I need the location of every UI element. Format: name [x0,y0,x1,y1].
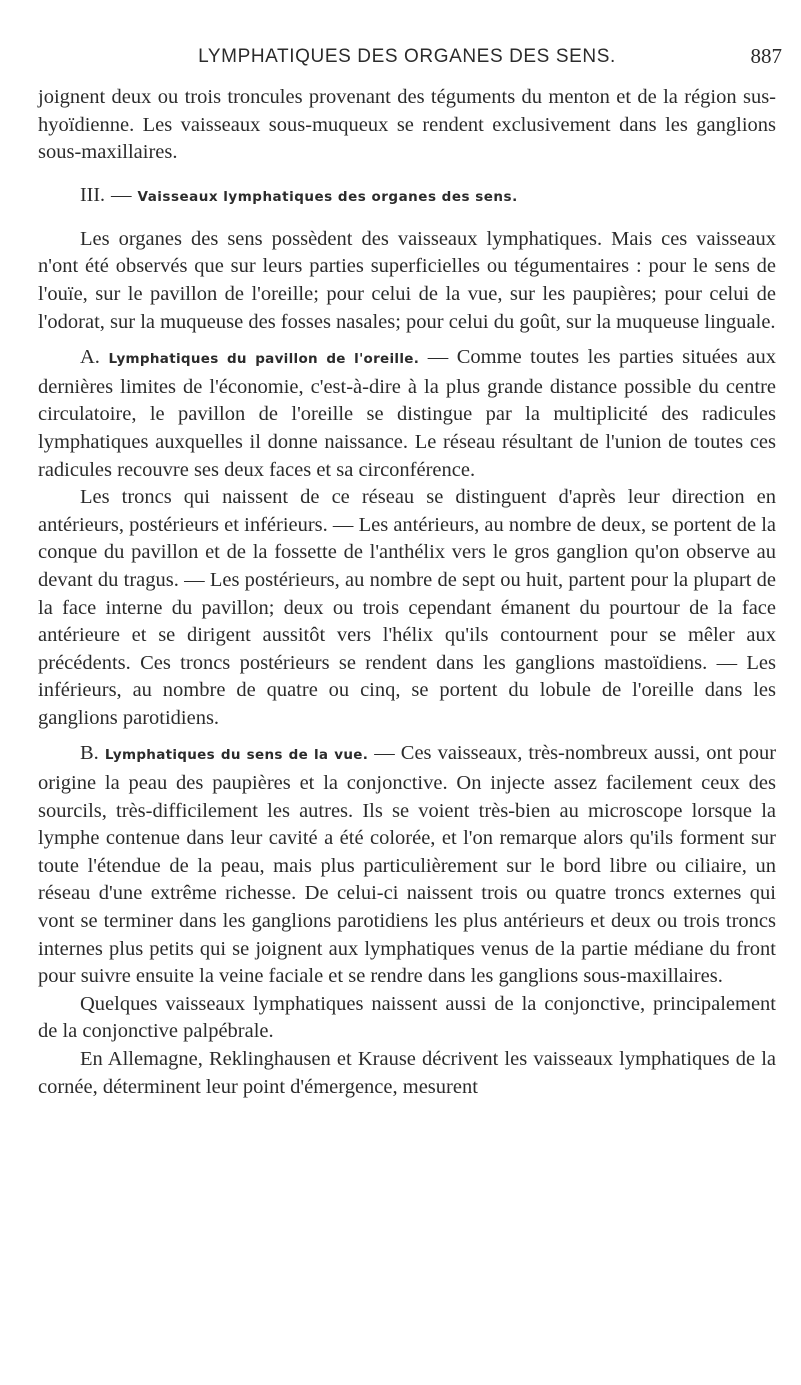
intro-paragraph: joignent deux ou trois troncules provenant des téguments du menton et de la région sus-hyoïdienne. Les vaisseaux sous-muqueux se rendent exclusivement dans les ganglions sous-maxillaires. [38,86,776,164]
section-heading [38,182,776,211]
section-numeral: III. [80,183,105,206]
subsection-a-title: Lymphatiques du pavillon de l'oreille. [108,351,420,368]
section-dash: — [110,183,132,206]
subsection-b-title: Lymphatiques du sens de la vue. [104,747,369,764]
subsection-b-lead-text: Ces vaisseaux, très-nombreux aussi, ont pour origine la peau des paupières et la conjonctive. On injecte assez facilement ceux des sourcils, très-difficilement les autres. Ils se voient très-bien au microscope lorsque la lymphe contenue dans leur cavité a été colorée, et l'on remarque alors qu'ils forment sur toute l'étendue de la peau, mais plus particulièrement sur le bord libre ou ciliaire, un réseau d'une extrême richesse. De celui-ci naissent trois ou quatre troncs externes qui vont se terminer dans les ganglions parotidiens les plus antérieurs et deux ou trois troncs internes plus petits qui se joignent aux lymphatiques venus de la partie médiane du front pour suivre ensuite la veine faciale et se rendre dans les ganglions sous-maxillaires. [38,742,777,988]
running-title: LYMPHATIQUES DES ORGANES DES SENS. [198,46,616,67]
section-intro-paragraph: Les organes des sens possèdent des vaisseaux lymphatiques. Mais ces vaisseaux n'ont été observés que sur leurs parties superficielles ou tégumentaires : pour le sens de l'ouïe, sur le pavillon de l'oreille; pour celui de la vue, sur les paupières; pour celui de l'odorat, sur la muqueuse des fosses nasales; pour celui du goût, sur la muqueuse linguale. [38,227,776,333]
subsection-a-lead-text: Comme toutes les parties situées aux dernières limites de l'économie, c'est-à-dire à la plus grande distance possible du centre circulatoire, le pavillon de l'oreille se distingue par la multiplicité des radicules lymphatiques auxquelles il donne naissance. Le réseau résultant de l'union de toutes ces radicules recouvre ses deux faces et sa circonférence. [38,346,777,481]
page-number: 887 [750,44,782,68]
section-title: Vaisseaux lymphatiques des organes des sens. [137,188,518,205]
running-head [38,44,782,84]
subsection-a-dash: — [427,346,449,369]
subsection-a-lead-paragraph [38,344,776,484]
subsection-a-paragraph-2: Les troncs qui naissent de ce réseau se distinguent d'après leur direction en antérieurs, postérieurs et inférieurs. — Les antérieurs, au nombre de deux, se portent de la conque du pavillon et de la fossette de l'anthélix vers le gros ganglion qu'on observe au devant du tragus. — Les postérieurs, au nombre de sept ou huit, partent pour la plupart de la face interne du pavillon; deux ou trois cependant émanent du pourtour de la face antérieure et se dirigent aussitôt vers l'hélix qu'ils contournent pour se mêler aux précédents. Ces troncs postérieurs se rendent dans les ganglions mastoïdiens. — Les inférieurs, au nombre de quatre ou cinq, se portent du lobule de l'oreille dans les ganglions parotidiens. [38,486,776,729]
subsection-b-dash: — [374,742,395,765]
subsection-b-letter: B. [80,742,99,765]
page-body [38,84,776,1101]
subsection-b-paragraph-3: En Allemagne, Reklinghausen et Krause décrivent les vaisseaux lymphatiques de la cornée, déterminent leur point d'émergence, mesurent [38,1048,776,1098]
subsection-a-letter: A. [80,346,100,369]
subsection-b-paragraph-2: Quelques vaisseaux lymphatiques naissent aussi de la conjonctive, principalement de la conjonctive palpébrale. [38,992,776,1043]
subsection-b-lead-paragraph [38,740,776,990]
